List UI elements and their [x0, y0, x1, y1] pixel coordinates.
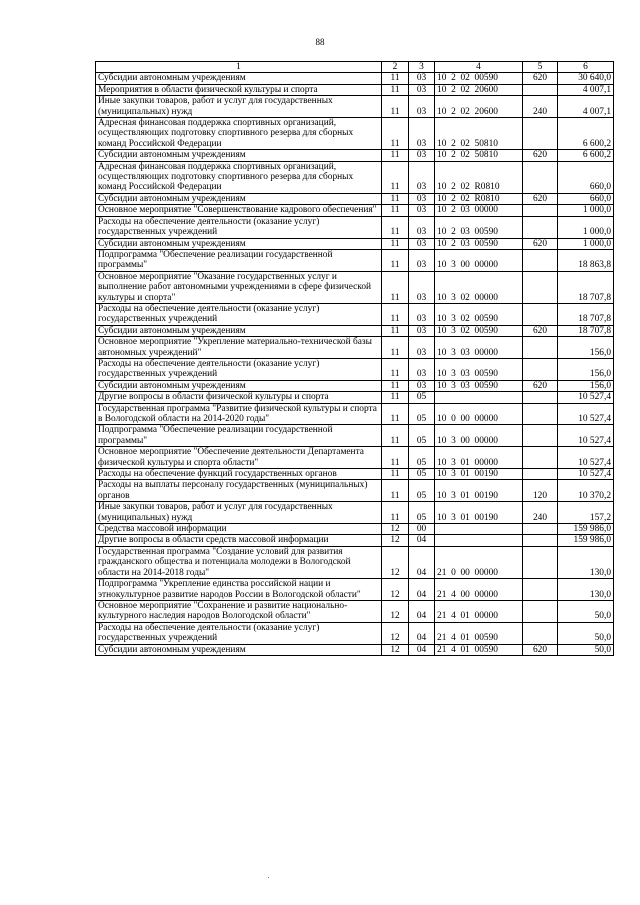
row-target-article-cell: 10 3 01 00000 [435, 447, 523, 469]
row-amount-cell: 18 863,8 [558, 249, 614, 271]
row-amount-cell: 159 986,0 [558, 524, 614, 535]
row-section-cell: 11 [382, 73, 409, 84]
row-subsection-cell: 05 [409, 403, 435, 425]
table-row [96, 271, 614, 303]
row-expense-type-cell: 620 [523, 193, 558, 204]
row-amount-cell: 6 600,2 [558, 118, 614, 150]
row-target-article-cell: 10 3 01 00190 [435, 502, 523, 524]
row-subsection-cell: 03 [409, 96, 435, 118]
table-row [96, 380, 614, 391]
row-expense-type-cell [523, 271, 558, 303]
row-amount-cell: 18 707,8 [558, 271, 614, 303]
row-section-cell: 11 [382, 205, 409, 216]
row-target-article-cell: 21 4 01 00590 [435, 644, 523, 655]
row-expense-type-cell [523, 469, 558, 480]
row-target-article-cell: 21 4 00 00000 [435, 579, 523, 601]
row-name-cell: Расходы на обеспечение деятельности (оказание услуг) государственных учреждений [96, 216, 382, 238]
row-target-article-cell: 10 3 02 00000 [435, 271, 523, 303]
table-row [96, 392, 614, 403]
row-section-cell: 11 [382, 161, 409, 193]
row-section-cell: 11 [382, 303, 409, 325]
row-subsection-cell: 03 [409, 118, 435, 150]
row-name-cell: Расходы на обеспечение деятельности (оказание услуг) государственных учреждений [96, 358, 382, 380]
row-name-cell: Субсидии автономным учреждениям [96, 193, 382, 204]
table-row [96, 403, 614, 425]
row-amount-cell: 10 527,4 [558, 425, 614, 447]
row-subsection-cell: 03 [409, 325, 435, 336]
row-amount-cell: 50,0 [558, 644, 614, 655]
row-expense-type-cell [523, 337, 558, 359]
budget-table [95, 61, 614, 656]
row-expense-type-cell [523, 392, 558, 403]
row-section-cell: 11 [382, 403, 409, 425]
row-subsection-cell: 04 [409, 644, 435, 655]
row-expense-type-cell [523, 358, 558, 380]
row-name-cell: Субсидии автономным учреждениям [96, 325, 382, 336]
row-target-article-cell: 10 3 00 00000 [435, 425, 523, 447]
row-section-cell: 12 [382, 600, 409, 622]
table-row [96, 193, 614, 204]
table-row [96, 579, 614, 601]
row-subsection-cell: 03 [409, 84, 435, 95]
row-section-cell: 11 [382, 271, 409, 303]
row-expense-type-cell: 240 [523, 96, 558, 118]
row-subsection-cell: 04 [409, 579, 435, 601]
table-row [96, 524, 614, 535]
table-row [96, 238, 614, 249]
row-amount-cell: 4 007,1 [558, 96, 614, 118]
row-name-cell: Субсидии автономным учреждениям [96, 380, 382, 391]
table-row [96, 447, 614, 469]
row-name-cell: Основное мероприятие "Обеспечение деятельности Департамента физической культуры и спорта области" [96, 447, 382, 469]
row-target-article-cell [435, 392, 523, 403]
row-name-cell: Расходы на обеспечение деятельности (оказание услуг) государственных учреждений [96, 303, 382, 325]
table-row [96, 425, 614, 447]
row-name-cell: Адресная финансовая поддержка спортивных организаций, осуществляющих подготовку спортивного резерва для сборных команд Российской Федерации [96, 161, 382, 193]
row-subsection-cell: 00 [409, 524, 435, 535]
row-expense-type-cell: 620 [523, 644, 558, 655]
row-subsection-cell: 04 [409, 600, 435, 622]
row-section-cell: 11 [382, 358, 409, 380]
row-name-cell: Основное мероприятие "Сохранение и развитие национально-культурного наследия народов Вологодской области" [96, 600, 382, 622]
row-target-article-cell: 10 2 02 20600 [435, 84, 523, 95]
table-row [96, 325, 614, 336]
row-name-cell: Другие вопросы в области физической культуры и спорта [96, 392, 382, 403]
row-section-cell: 11 [382, 118, 409, 150]
row-subsection-cell: 03 [409, 249, 435, 271]
row-section-cell: 11 [382, 238, 409, 249]
table-row [96, 337, 614, 359]
row-subsection-cell: 03 [409, 73, 435, 84]
row-section-cell: 11 [382, 392, 409, 403]
row-target-article-cell: 21 4 01 00590 [435, 622, 523, 644]
row-section-cell: 12 [382, 644, 409, 655]
header-cell-amount: 6 [558, 62, 614, 73]
row-name-cell: Основное мероприятие "Совершенствование кадрового обеспечения" [96, 205, 382, 216]
row-name-cell: Средства массовой информации [96, 524, 382, 535]
row-target-article-cell: 10 2 02 R0810 [435, 193, 523, 204]
page-number: 88 [315, 37, 325, 47]
row-section-cell: 12 [382, 622, 409, 644]
table-row [96, 546, 614, 578]
table-row [96, 303, 614, 325]
row-target-article-cell: 10 2 02 R0810 [435, 161, 523, 193]
row-name-cell: Основное мероприятие "Укрепление материально-технической базы автономных учреждений" [96, 337, 382, 359]
row-target-article-cell: 10 3 02 00590 [435, 303, 523, 325]
row-amount-cell: 10 527,4 [558, 403, 614, 425]
table-row [96, 205, 614, 216]
table-row [96, 73, 614, 84]
table-row [96, 249, 614, 271]
row-target-article-cell: 10 2 02 50810 [435, 150, 523, 161]
row-section-cell: 11 [382, 480, 409, 502]
header-cell-name: 1 [96, 62, 382, 73]
header-cell-section: 2 [382, 62, 409, 73]
row-section-cell: 11 [382, 325, 409, 336]
row-subsection-cell: 05 [409, 502, 435, 524]
row-name-cell: Расходы на обеспечение функций государственных органов [96, 469, 382, 480]
row-subsection-cell: 03 [409, 238, 435, 249]
row-name-cell: Субсидии автономным учреждениям [96, 73, 382, 84]
row-section-cell: 11 [382, 216, 409, 238]
row-name-cell: Подпрограмма "Укрепление единства российской нации и этнокультурное развитие народов России в Вологодской области" [96, 579, 382, 601]
row-section-cell: 11 [382, 150, 409, 161]
row-target-article-cell: 10 2 02 50810 [435, 118, 523, 150]
row-name-cell: Подпрограмма "Обеспечение реализации государственной программы" [96, 249, 382, 271]
table-body [96, 73, 614, 656]
row-amount-cell: 157,2 [558, 502, 614, 524]
row-amount-cell: 18 707,8 [558, 303, 614, 325]
row-name-cell: Расходы на выплаты персоналу государственных (муниципальных) органов [96, 480, 382, 502]
row-expense-type-cell: 120 [523, 480, 558, 502]
row-section-cell: 11 [382, 193, 409, 204]
row-section-cell: 11 [382, 96, 409, 118]
row-amount-cell: 6 600,2 [558, 150, 614, 161]
header-cell-expense-type: 5 [523, 62, 558, 73]
table-row [96, 118, 614, 150]
row-name-cell: Другие вопросы в области средств массовой информации [96, 535, 382, 546]
row-amount-cell: 1 000,0 [558, 216, 614, 238]
row-subsection-cell: 03 [409, 380, 435, 391]
table-row [96, 600, 614, 622]
row-target-article-cell: 10 2 02 00590 [435, 73, 523, 84]
row-expense-type-cell [523, 249, 558, 271]
row-subsection-cell: 03 [409, 216, 435, 238]
row-subsection-cell: 03 [409, 161, 435, 193]
row-target-article-cell: 10 3 03 00000 [435, 337, 523, 359]
row-section-cell: 12 [382, 524, 409, 535]
row-subsection-cell: 04 [409, 535, 435, 546]
row-expense-type-cell [523, 546, 558, 578]
table-row [96, 358, 614, 380]
row-section-cell: 11 [382, 337, 409, 359]
table-header-row [96, 62, 614, 73]
row-amount-cell: 18 707,8 [558, 325, 614, 336]
row-expense-type-cell [523, 84, 558, 95]
row-expense-type-cell: 620 [523, 380, 558, 391]
row-amount-cell: 10 527,4 [558, 447, 614, 469]
row-subsection-cell: 03 [409, 150, 435, 161]
row-section-cell: 11 [382, 469, 409, 480]
row-target-article-cell: 10 3 02 00590 [435, 325, 523, 336]
row-target-article-cell: 10 2 03 00590 [435, 238, 523, 249]
row-expense-type-cell [523, 303, 558, 325]
row-name-cell: Государственная программа "Создание условий для развития гражданского общества и потенциала молодежи в Вологодской области на 2014-2018 годы" [96, 546, 382, 578]
row-section-cell: 12 [382, 546, 409, 578]
row-amount-cell: 10 527,4 [558, 392, 614, 403]
row-expense-type-cell: 620 [523, 325, 558, 336]
row-expense-type-cell [523, 216, 558, 238]
row-expense-type-cell [523, 205, 558, 216]
row-subsection-cell: 03 [409, 205, 435, 216]
row-amount-cell: 159 986,0 [558, 535, 614, 546]
row-expense-type-cell [523, 161, 558, 193]
row-expense-type-cell [523, 447, 558, 469]
row-section-cell: 11 [382, 380, 409, 391]
row-amount-cell: 156,0 [558, 380, 614, 391]
row-name-cell: Подпрограмма "Обеспечение реализации государственной программы" [96, 425, 382, 447]
row-target-article-cell: 21 0 00 00000 [435, 546, 523, 578]
row-name-cell: Субсидии автономным учреждениям [96, 150, 382, 161]
row-expense-type-cell: 620 [523, 238, 558, 249]
table-row [96, 84, 614, 95]
row-name-cell: Расходы на обеспечение деятельности (оказание услуг) государственных учреждений [96, 622, 382, 644]
table-row [96, 480, 614, 502]
header-cell-target-article: 4 [435, 62, 523, 73]
row-expense-type-cell [523, 118, 558, 150]
row-amount-cell: 660,0 [558, 161, 614, 193]
row-target-article-cell: 10 3 01 00190 [435, 480, 523, 502]
row-target-article-cell: 10 3 01 00190 [435, 469, 523, 480]
row-expense-type-cell [523, 524, 558, 535]
row-amount-cell: 660,0 [558, 193, 614, 204]
row-target-article-cell [435, 524, 523, 535]
row-expense-type-cell: 240 [523, 502, 558, 524]
row-amount-cell: 30 640,0 [558, 73, 614, 84]
row-subsection-cell: 05 [409, 425, 435, 447]
table-row [96, 644, 614, 655]
row-subsection-cell: 05 [409, 480, 435, 502]
row-name-cell: Основное мероприятие "Оказание государственных услуг и выполнение работ автономными учреждениями в сфере физической культуры и спорта" [96, 271, 382, 303]
table-row [96, 502, 614, 524]
row-target-article-cell: 21 4 01 00000 [435, 600, 523, 622]
row-name-cell: Государственная программа "Развитие физической культуры и спорта в Вологодской области на 2014-2020 годы" [96, 403, 382, 425]
table-row [96, 96, 614, 118]
scan-artifact [268, 877, 269, 878]
row-target-article-cell: 10 2 03 00000 [435, 205, 523, 216]
row-target-article-cell: 10 3 00 00000 [435, 249, 523, 271]
row-amount-cell: 156,0 [558, 358, 614, 380]
row-name-cell: Субсидии автономным учреждениям [96, 238, 382, 249]
row-subsection-cell: 03 [409, 358, 435, 380]
row-subsection-cell: 05 [409, 447, 435, 469]
row-amount-cell: 156,0 [558, 337, 614, 359]
row-section-cell: 11 [382, 425, 409, 447]
row-subsection-cell: 05 [409, 469, 435, 480]
row-amount-cell: 50,0 [558, 600, 614, 622]
row-amount-cell: 4 007,1 [558, 84, 614, 95]
row-target-article-cell: 10 0 00 00000 [435, 403, 523, 425]
row-section-cell: 12 [382, 579, 409, 601]
row-name-cell: Мероприятия в области физической культуры и спорта [96, 84, 382, 95]
table-row [96, 216, 614, 238]
row-subsection-cell: 03 [409, 303, 435, 325]
row-expense-type-cell [523, 622, 558, 644]
table-row [96, 622, 614, 644]
row-section-cell: 11 [382, 502, 409, 524]
row-section-cell: 11 [382, 249, 409, 271]
row-section-cell: 11 [382, 447, 409, 469]
row-amount-cell: 1 000,0 [558, 205, 614, 216]
row-amount-cell: 10 527,4 [558, 469, 614, 480]
row-amount-cell: 130,0 [558, 579, 614, 601]
row-target-article-cell: 10 2 03 00590 [435, 216, 523, 238]
row-target-article-cell: 10 2 02 20600 [435, 96, 523, 118]
row-subsection-cell: 03 [409, 193, 435, 204]
row-expense-type-cell [523, 425, 558, 447]
row-amount-cell: 130,0 [558, 546, 614, 578]
row-section-cell: 11 [382, 84, 409, 95]
row-subsection-cell: 03 [409, 337, 435, 359]
row-expense-type-cell [523, 579, 558, 601]
row-expense-type-cell [523, 535, 558, 546]
table-row [96, 535, 614, 546]
row-section-cell: 12 [382, 535, 409, 546]
row-target-article-cell: 10 3 03 00590 [435, 380, 523, 391]
row-expense-type-cell [523, 600, 558, 622]
row-expense-type-cell: 620 [523, 73, 558, 84]
row-target-article-cell [435, 535, 523, 546]
row-subsection-cell: 04 [409, 622, 435, 644]
row-name-cell: Иные закупки товаров, работ и услуг для государственных (муниципальных) нужд [96, 502, 382, 524]
row-subsection-cell: 05 [409, 392, 435, 403]
row-amount-cell: 1 000,0 [558, 238, 614, 249]
table-row [96, 161, 614, 193]
row-expense-type-cell: 620 [523, 150, 558, 161]
row-name-cell: Иные закупки товаров, работ и услуг для государственных (муниципальных) нужд [96, 96, 382, 118]
row-subsection-cell: 03 [409, 271, 435, 303]
table-row [96, 469, 614, 480]
row-expense-type-cell [523, 403, 558, 425]
row-name-cell: Субсидии автономным учреждениям [96, 644, 382, 655]
row-target-article-cell: 10 3 03 00590 [435, 358, 523, 380]
row-amount-cell: 50,0 [558, 622, 614, 644]
row-name-cell: Адресная финансовая поддержка спортивных организаций, осуществляющих подготовку спортивного резерва для сборных команд Российской Федерации [96, 118, 382, 150]
row-amount-cell: 10 370,2 [558, 480, 614, 502]
row-subsection-cell: 04 [409, 546, 435, 578]
header-cell-subsection: 3 [409, 62, 435, 73]
table-row [96, 150, 614, 161]
